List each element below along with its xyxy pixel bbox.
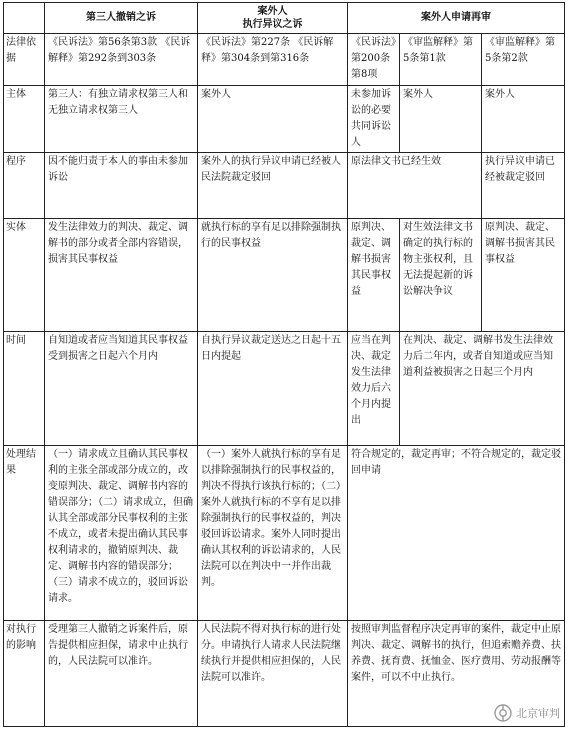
row-time xyxy=(4,332,565,446)
watermark xyxy=(494,704,560,722)
cell: 案外人的执行异议申请已经被人民法院裁定驳回 xyxy=(198,153,348,219)
cell: 未参加诉讼的必要共同诉讼人 xyxy=(348,86,400,153)
row-effect xyxy=(4,621,565,727)
cell: 原判决、裁定、调解书损害其民事权益 xyxy=(482,219,565,332)
header-third-party-revocation: 第三人撤销之诉 xyxy=(45,3,198,34)
comparison-table xyxy=(3,2,565,727)
wechat-official-account-icon xyxy=(494,704,512,722)
cell: 《民诉法》第200条第8项 xyxy=(348,34,400,86)
row-label: 法律依据 xyxy=(4,34,45,86)
row-label: 程序 xyxy=(4,153,45,219)
row-label: 主体 xyxy=(4,86,45,153)
cell: 案外人 xyxy=(482,86,565,153)
watermark-text: 北京审判 xyxy=(516,707,560,720)
cell: 《民诉法》第56条第3款 《民诉解释》第292条到303条 xyxy=(45,34,198,86)
row-procedure xyxy=(4,153,565,219)
row-substance xyxy=(4,219,565,332)
cell: 《民诉法》第227条 《民诉解释》第304条到第316条 xyxy=(198,34,348,86)
cell: 按照审判监督程序决定再审的案件，裁定中止原判决、裁定、调解书的执行，但追索赡养费、扶养费、抚育费、抚恤金、医疗费用、劳动报酬等案件，可以不中止执行。 xyxy=(348,621,565,727)
row-label: 对执行的影响 xyxy=(4,621,45,727)
row-result xyxy=(4,446,565,621)
cell: 在判决、裁定、调解书发生法律效力后二年内，或者自知道或应当知道利益被损害之日起三个月内 xyxy=(400,332,565,446)
cell: 应当在判决、裁定发生法律效力后六个月内提出 xyxy=(348,332,400,446)
cell: 案外人 xyxy=(198,86,348,153)
cell: 《审监解释》第5条第2款 xyxy=(482,34,565,86)
header-outsider-objection: 案外人 执行异议之诉 xyxy=(198,3,348,34)
cell: 因不能归责于本人的事由未参加诉讼 xyxy=(45,153,198,219)
cell: 案外人 xyxy=(400,86,482,153)
cell: （一）请求成立且确认其民事权利的主张全部或部分成立的，改变原判决、裁定、调解书内容的错误部分；（二）请求成立，但确认其全部或部分民事权利的主张不成立，或者未提出确认其民事权利请求的，撤销原判决、裁定、调解书内容的错误部分；（三）请求不成立的，驳回诉讼请求。 xyxy=(45,446,198,621)
cell: （一）案外人就执行标的享有足以排除强制执行的民事权益的，判决不得执行该执行标的；（二）案外人就执行标的不享有足以排除强制执行的民事权益的，判决驳回诉讼请求。案外人同时提出确认其权利的诉讼请求的，人民法院可以在判决中一并作出裁判。 xyxy=(198,446,348,621)
cell: 对生效法律文书确定的执行标的物主张权利，且无法提起新的诉讼解决争议 xyxy=(400,219,482,332)
row-label: 时间 xyxy=(4,332,45,446)
cell: 符合规定的，裁定再审；不符合规定的，裁定驳回申请 xyxy=(348,446,565,621)
cell: 《审监解释》第5条第1款 xyxy=(400,34,482,86)
row-subject xyxy=(4,86,565,153)
header-outsider-retrial: 案外人申请再审 xyxy=(348,3,565,34)
cell: 自知道或者应当知道其民事权益受到损害之日起六个月内 xyxy=(45,332,198,446)
row-legal-basis xyxy=(4,34,565,86)
row-label: 处理结果 xyxy=(4,446,45,621)
cell: 原判决、裁定、调解书损害其民事权益 xyxy=(348,219,400,332)
cell: 原法律文书已经生效 xyxy=(348,153,482,219)
cell: 执行异议申请已经被裁定驳回 xyxy=(482,153,565,219)
cell: 人民法院不得对执行标的进行处分。申请执行人请求人民法院继续执行并提供相应担保的，人民法院可以准许。 xyxy=(198,621,348,727)
cell: 受理第三人撤销之诉案件后，原告提供相应担保，请求中止执行的，人民法院可以准许。 xyxy=(45,621,198,727)
row-label: 实体 xyxy=(4,219,45,332)
cell: 就执行标的享有足以排除强制执行的民事权益 xyxy=(198,219,348,332)
header-row xyxy=(4,3,565,34)
cell: 第三人：有独立请求权第三人和无独立请求权第三人 xyxy=(45,86,198,153)
corner-cell xyxy=(4,3,45,34)
cell: 自执行异议裁定送达之日起十五日内提起 xyxy=(198,332,348,446)
cell: 发生法律效力的判决、裁定、调解书的部分或者全部内容错误，损害其民事权益 xyxy=(45,219,198,332)
